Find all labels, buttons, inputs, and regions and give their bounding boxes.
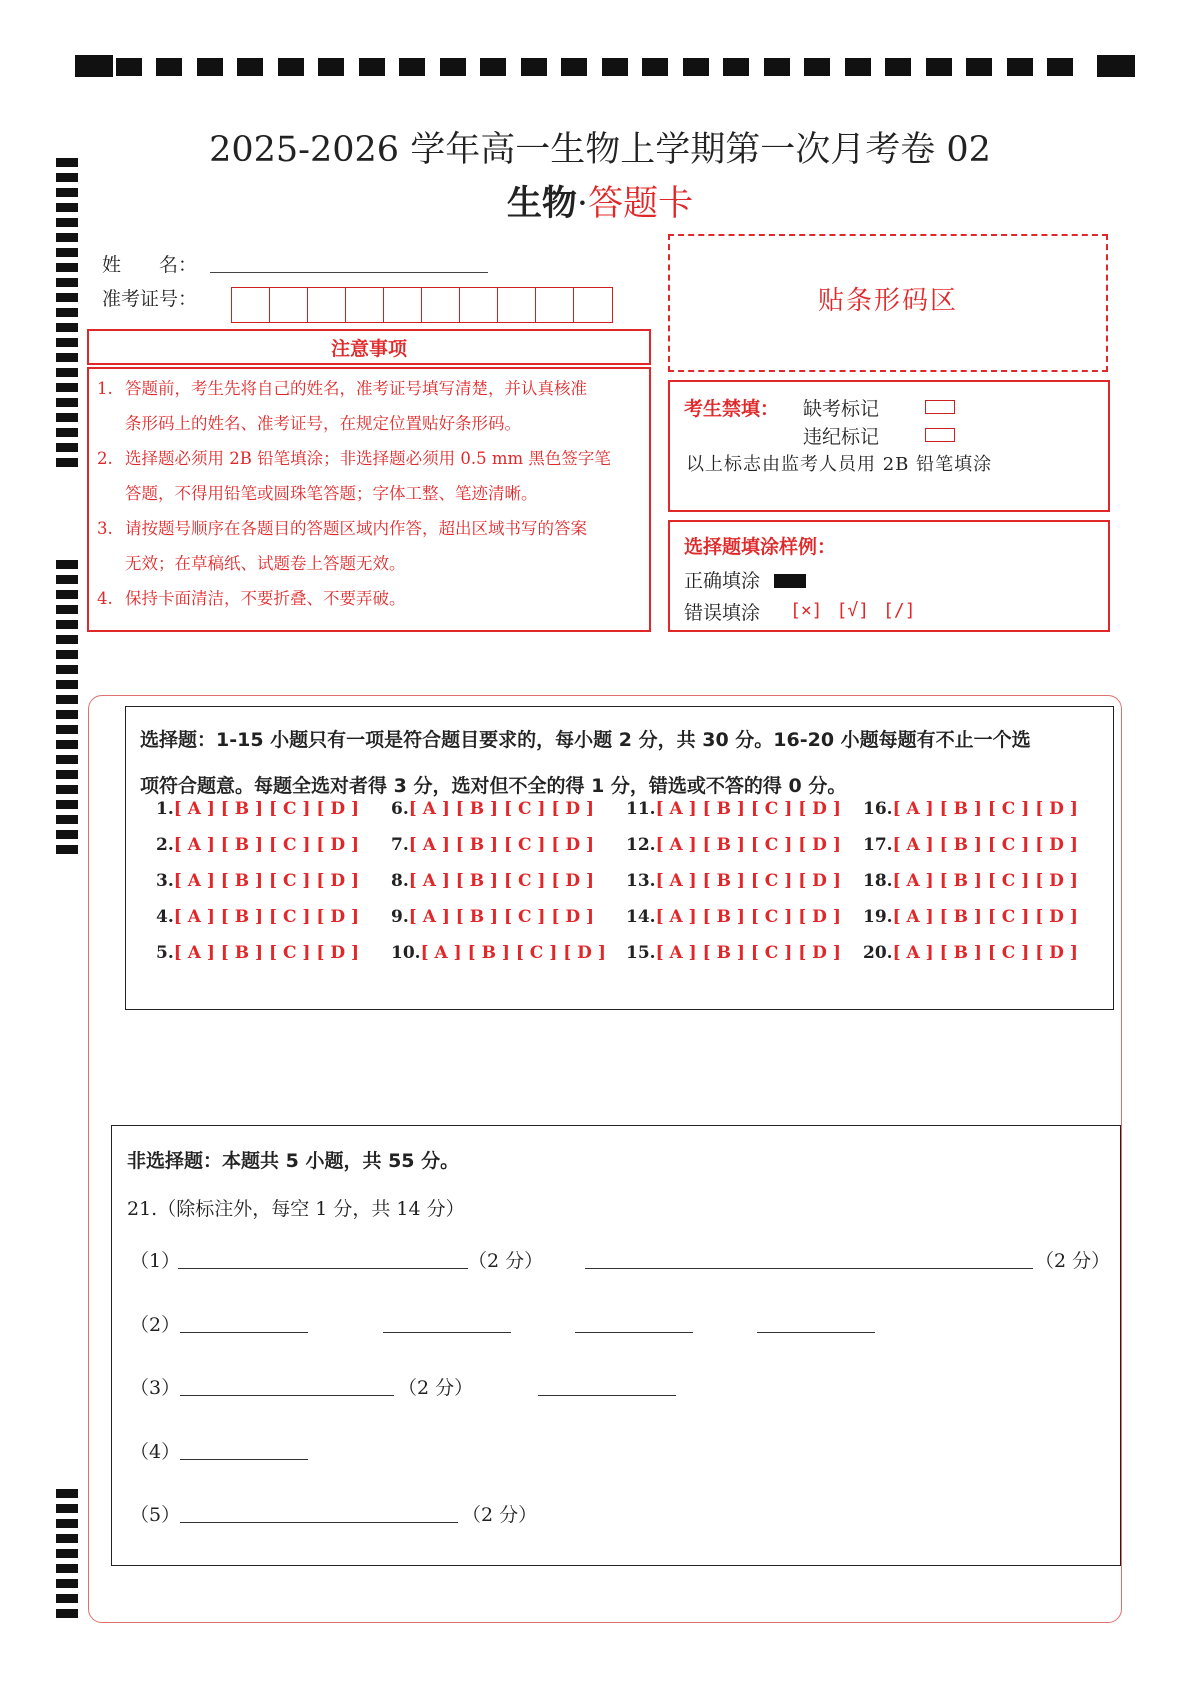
mcq-question-16 — [863, 799, 1078, 819]
mcq-instruction-line2: 项符合题意。每题全选对者得 3 分，选对但不全的得 1 分，错选或不答的得 0 分。 — [140, 775, 847, 797]
q21-3-blank-2[interactable] — [538, 1395, 676, 1396]
points-note: （2 分） — [1035, 1250, 1111, 1272]
answer-options[interactable]: [ A ] [ B ] [ C ] [ D ] — [892, 907, 1078, 927]
timing-mark — [56, 710, 78, 719]
timing-mark — [399, 58, 425, 76]
question-number: 19. — [863, 907, 893, 927]
question-number: 6. — [391, 799, 409, 819]
timing-mark — [56, 725, 78, 734]
answer-options[interactable]: [ A ] [ B ] [ C ] [ D ] — [173, 943, 360, 963]
q21-part-3-label: （3） — [130, 1377, 181, 1399]
absent-mark-label: 缺考标记 — [803, 398, 880, 420]
timing-mark — [56, 383, 78, 392]
timing-mark — [966, 58, 992, 76]
timing-mark — [56, 323, 78, 332]
timing-mark — [1097, 55, 1135, 77]
q21-1-blank-1[interactable] — [178, 1268, 468, 1269]
mcq-question-19 — [863, 907, 1078, 927]
proctor-note: 以上标志由监考人员用 2B 铅笔填涂 — [686, 454, 993, 475]
question-number: 20. — [863, 943, 893, 963]
answer-options[interactable]: [ A ] [ B ] [ C ] [ D ] — [420, 943, 606, 963]
timing-mark — [56, 458, 78, 467]
q21-2-blank-1[interactable] — [180, 1332, 308, 1333]
timing-mark — [359, 58, 385, 76]
mcq-question-5 — [156, 943, 359, 963]
exam-id-digit-box[interactable] — [574, 288, 612, 322]
answer-options[interactable]: [ A ] [ B ] [ C ] [ D ] — [892, 799, 1078, 819]
timing-mark — [56, 308, 78, 317]
timing-mark — [56, 263, 78, 272]
answer-options[interactable]: [ A ] [ B ] [ C ] [ D ] — [173, 871, 360, 891]
exam-id-digit-box[interactable] — [270, 288, 308, 322]
timing-mark — [56, 665, 78, 674]
mcq-question-20 — [863, 943, 1078, 963]
card-title-subtitle: 答题卡 — [588, 184, 694, 224]
timing-mark — [56, 785, 78, 794]
question-number: 3. — [156, 871, 174, 891]
exam-id-digit-box[interactable] — [498, 288, 536, 322]
wrong-fill-label: 错误填涂 — [684, 602, 761, 624]
answer-options[interactable]: [ A ] [ B ] [ C ] [ D ] — [655, 835, 841, 855]
question-number: 16. — [863, 799, 893, 819]
multiple-choice-section — [125, 706, 1114, 1010]
answer-options[interactable]: [ A ] [ B ] [ C ] [ D ] — [655, 943, 841, 963]
violation-mark-box[interactable] — [925, 428, 955, 442]
timing-mark — [56, 293, 78, 302]
exam-id-boxes[interactable] — [231, 287, 613, 323]
timing-mark — [56, 368, 78, 377]
timing-mark — [56, 1534, 78, 1543]
timing-mark — [56, 428, 78, 437]
mcq-question-8 — [391, 871, 594, 891]
mcq-question-17 — [863, 835, 1078, 855]
exam-id-digit-box[interactable] — [384, 288, 422, 322]
question-number: 15. — [626, 943, 656, 963]
timing-mark — [56, 770, 78, 779]
timing-mark — [56, 815, 78, 824]
question-number: 5. — [156, 943, 174, 963]
points-note: （2 分） — [462, 1504, 538, 1526]
timing-mark — [56, 1579, 78, 1588]
timing-mark — [480, 58, 506, 76]
timing-mark — [56, 845, 78, 854]
timing-mark — [56, 278, 78, 287]
timing-mark — [56, 248, 78, 257]
timing-mark — [56, 620, 78, 629]
answer-options[interactable]: [ A ] [ B ] [ C ] [ D ] — [892, 871, 1078, 891]
timing-mark — [56, 1564, 78, 1573]
timing-mark — [56, 680, 78, 689]
card-title-subject: 生物 — [506, 183, 577, 224]
exam-id-digit-box[interactable] — [536, 288, 574, 322]
q21-part-1-label: （1） — [130, 1250, 181, 1272]
question-number: 12. — [626, 835, 656, 855]
answer-options[interactable]: [ A ] [ B ] [ C ] [ D ] — [408, 907, 595, 927]
forbidden-title: 考生禁填： — [684, 398, 780, 420]
name-label: 姓 名： — [102, 254, 198, 276]
mcq-question-3 — [156, 871, 359, 891]
mcq-question-14 — [626, 907, 841, 927]
points-note: （2 分） — [398, 1377, 474, 1399]
answer-options[interactable]: [ A ] [ B ] [ C ] [ D ] — [892, 943, 1078, 963]
timing-mark — [56, 590, 78, 599]
exam-id-label: 准考证号： — [102, 288, 198, 310]
timing-mark — [75, 55, 113, 77]
timing-mark — [56, 1549, 78, 1558]
timing-mark — [56, 443, 78, 452]
timing-mark — [56, 635, 78, 644]
timing-mark — [56, 1519, 78, 1528]
mcq-question-15 — [626, 943, 841, 963]
absent-mark-box[interactable] — [925, 400, 955, 414]
exam-id-digit-box[interactable] — [346, 288, 384, 322]
timing-mark — [845, 58, 871, 76]
notice-item-4: 4. 保持卡面清洁，不要折叠、不要弄破。 — [97, 589, 406, 608]
answer-options[interactable]: [ A ] [ B ] [ C ] [ D ] — [655, 907, 841, 927]
correct-fill-label: 正确填涂 — [684, 570, 761, 592]
timing-mark — [1007, 58, 1033, 76]
question-number: 13. — [626, 871, 656, 891]
fill-sample-title: 选择题填涂样例： — [684, 536, 837, 558]
question-number: 17. — [863, 835, 893, 855]
q21-3-blank-1[interactable] — [180, 1395, 394, 1396]
answer-options[interactable]: [ A ] [ B ] [ C ] [ D ] — [408, 871, 595, 891]
notice-item-2: 2. 选择题必须用 2B 铅笔填涂；非选择题必须用 0.5 mm 黑色签字笔 答题，不得用铅笔或圆珠笔答题；字体工整、笔迹清晰。 — [97, 449, 611, 503]
q21-2-blank-3[interactable] — [575, 1332, 693, 1333]
answer-options[interactable]: [ A ] [ B ] [ C ] [ D ] — [655, 871, 841, 891]
mcq-question-11 — [626, 799, 841, 819]
timing-mark — [56, 605, 78, 614]
question-number: 4. — [156, 907, 174, 927]
answer-options[interactable]: [ A ] [ B ] [ C ] [ D ] — [655, 799, 841, 819]
timing-mark — [56, 1609, 78, 1618]
notice-item-3: 3. 请按题号顺序在各题目的答题区域内作答，超出区域书写的答案 无效；在草稿纸、试题卷上答题无效。 — [97, 519, 587, 573]
mcq-instruction-line1: 选择题：1-15 小题只有一项是符合题目要求的，每小题 2 分，共 30 分。16-20 小题每题有不止一个选 — [140, 729, 1031, 751]
q21-header: 21.（除标注外，每空 1 分，共 14 分） — [127, 1198, 465, 1220]
timing-mark — [804, 58, 830, 76]
question-number: 11. — [626, 799, 656, 819]
question-number: 9. — [391, 907, 409, 927]
mcq-question-2 — [156, 835, 359, 855]
timing-mark — [56, 740, 78, 749]
wrong-fill-examples: [×] [√] [/] — [790, 600, 916, 621]
timing-mark — [56, 398, 78, 407]
question-number: 7. — [391, 835, 409, 855]
timing-mark — [56, 1504, 78, 1513]
fill-sample-box — [668, 520, 1110, 632]
timing-mark — [56, 575, 78, 584]
timing-mark — [1047, 58, 1073, 76]
q21-4-blank-1[interactable] — [180, 1459, 308, 1460]
question-number: 2. — [156, 835, 174, 855]
mcq-question-4 — [156, 907, 359, 927]
notice-item-1: 1. 答题前，考生先将自己的姓名，准考证号填写清楚，并认真核准 条形码上的姓名、准考证号，在规定位置贴好条形码。 — [97, 379, 587, 433]
timing-mark — [237, 58, 263, 76]
barcode-area[interactable]: 贴条形码区 — [668, 234, 1108, 372]
q21-part-5-label: （5） — [130, 1504, 181, 1526]
mcq-question-6 — [391, 799, 594, 819]
notice-box — [87, 367, 651, 632]
timing-mark — [602, 58, 628, 76]
short-answer-title: 非选择题：本题共 5 小题，共 55 分。 — [127, 1150, 460, 1172]
points-note: （2 分） — [468, 1250, 544, 1272]
exam-id-digit-box[interactable] — [460, 288, 498, 322]
question-number: 8. — [391, 871, 409, 891]
timing-mark — [561, 58, 587, 76]
answer-options[interactable]: [ A ] [ B ] [ C ] [ D ] — [173, 799, 360, 819]
timing-mark — [56, 755, 78, 764]
card-title-dot: · — [576, 184, 589, 224]
timing-mark — [116, 58, 142, 76]
correct-fill-example — [774, 574, 806, 588]
answer-options[interactable]: [ A ] [ B ] [ C ] [ D ] — [408, 835, 595, 855]
exam-id-digit-box[interactable] — [232, 288, 270, 322]
answer-options[interactable]: [ A ] [ B ] [ C ] [ D ] — [408, 799, 595, 819]
answer-options[interactable]: [ A ] [ B ] [ C ] [ D ] — [173, 835, 360, 855]
timing-mark — [197, 58, 223, 76]
timing-mark — [683, 58, 709, 76]
mcq-question-12 — [626, 835, 841, 855]
mcq-question-18 — [863, 871, 1078, 891]
mcq-question-10 — [391, 943, 606, 963]
timing-mark — [56, 560, 78, 569]
timing-mark — [56, 800, 78, 809]
answer-options[interactable]: [ A ] [ B ] [ C ] [ D ] — [892, 835, 1078, 855]
timing-mark — [56, 1594, 78, 1603]
timing-mark — [521, 58, 547, 76]
question-number: 18. — [863, 871, 893, 891]
answer-options[interactable]: [ A ] [ B ] [ C ] [ D ] — [173, 907, 360, 927]
timing-mark — [56, 650, 78, 659]
exam-title: 2025-2026 学年高一生物上学期第一次月考卷 02 — [209, 130, 991, 170]
timing-mark — [56, 233, 78, 242]
question-number: 10. — [391, 943, 421, 963]
timing-mark — [56, 695, 78, 704]
examinee-forbidden-box — [668, 380, 1110, 512]
side-timing-marks-middle — [56, 560, 78, 860]
mcq-question-7 — [391, 835, 594, 855]
timing-mark — [156, 58, 182, 76]
q21-2-blank-2[interactable] — [383, 1332, 511, 1333]
timing-mark — [56, 830, 78, 839]
q21-part-4-label: （4） — [130, 1441, 181, 1463]
timing-mark — [764, 58, 790, 76]
q21-5-blank-1[interactable] — [180, 1522, 458, 1523]
timing-mark — [723, 58, 749, 76]
mcq-question-13 — [626, 871, 841, 891]
violation-mark-label: 违纪标记 — [803, 426, 880, 448]
q21-1-blank-2[interactable] — [585, 1268, 1033, 1269]
exam-id-digit-box[interactable] — [422, 288, 460, 322]
card-title — [0, 176, 1200, 226]
timing-mark — [56, 413, 78, 422]
question-number: 1. — [156, 799, 174, 819]
name-field[interactable] — [210, 272, 488, 273]
mcq-question-1 — [156, 799, 359, 819]
question-number: 14. — [626, 907, 656, 927]
q21-part-2-label: （2） — [130, 1314, 181, 1336]
timing-mark — [278, 58, 304, 76]
exam-id-digit-box[interactable] — [308, 288, 346, 322]
short-answer-section — [111, 1125, 1121, 1566]
timing-mark — [56, 353, 78, 362]
side-timing-marks-lower — [56, 1489, 78, 1624]
timing-mark — [926, 58, 952, 76]
notice-title: 注意事项 — [87, 329, 651, 365]
timing-mark — [56, 338, 78, 347]
timing-mark — [318, 58, 344, 76]
mcq-question-9 — [391, 907, 594, 927]
timing-mark — [642, 58, 668, 76]
timing-mark — [56, 1489, 78, 1498]
q21-2-blank-4[interactable] — [757, 1332, 875, 1333]
timing-mark — [440, 58, 466, 76]
top-timing-marks — [75, 55, 1135, 77]
timing-mark — [885, 58, 911, 76]
